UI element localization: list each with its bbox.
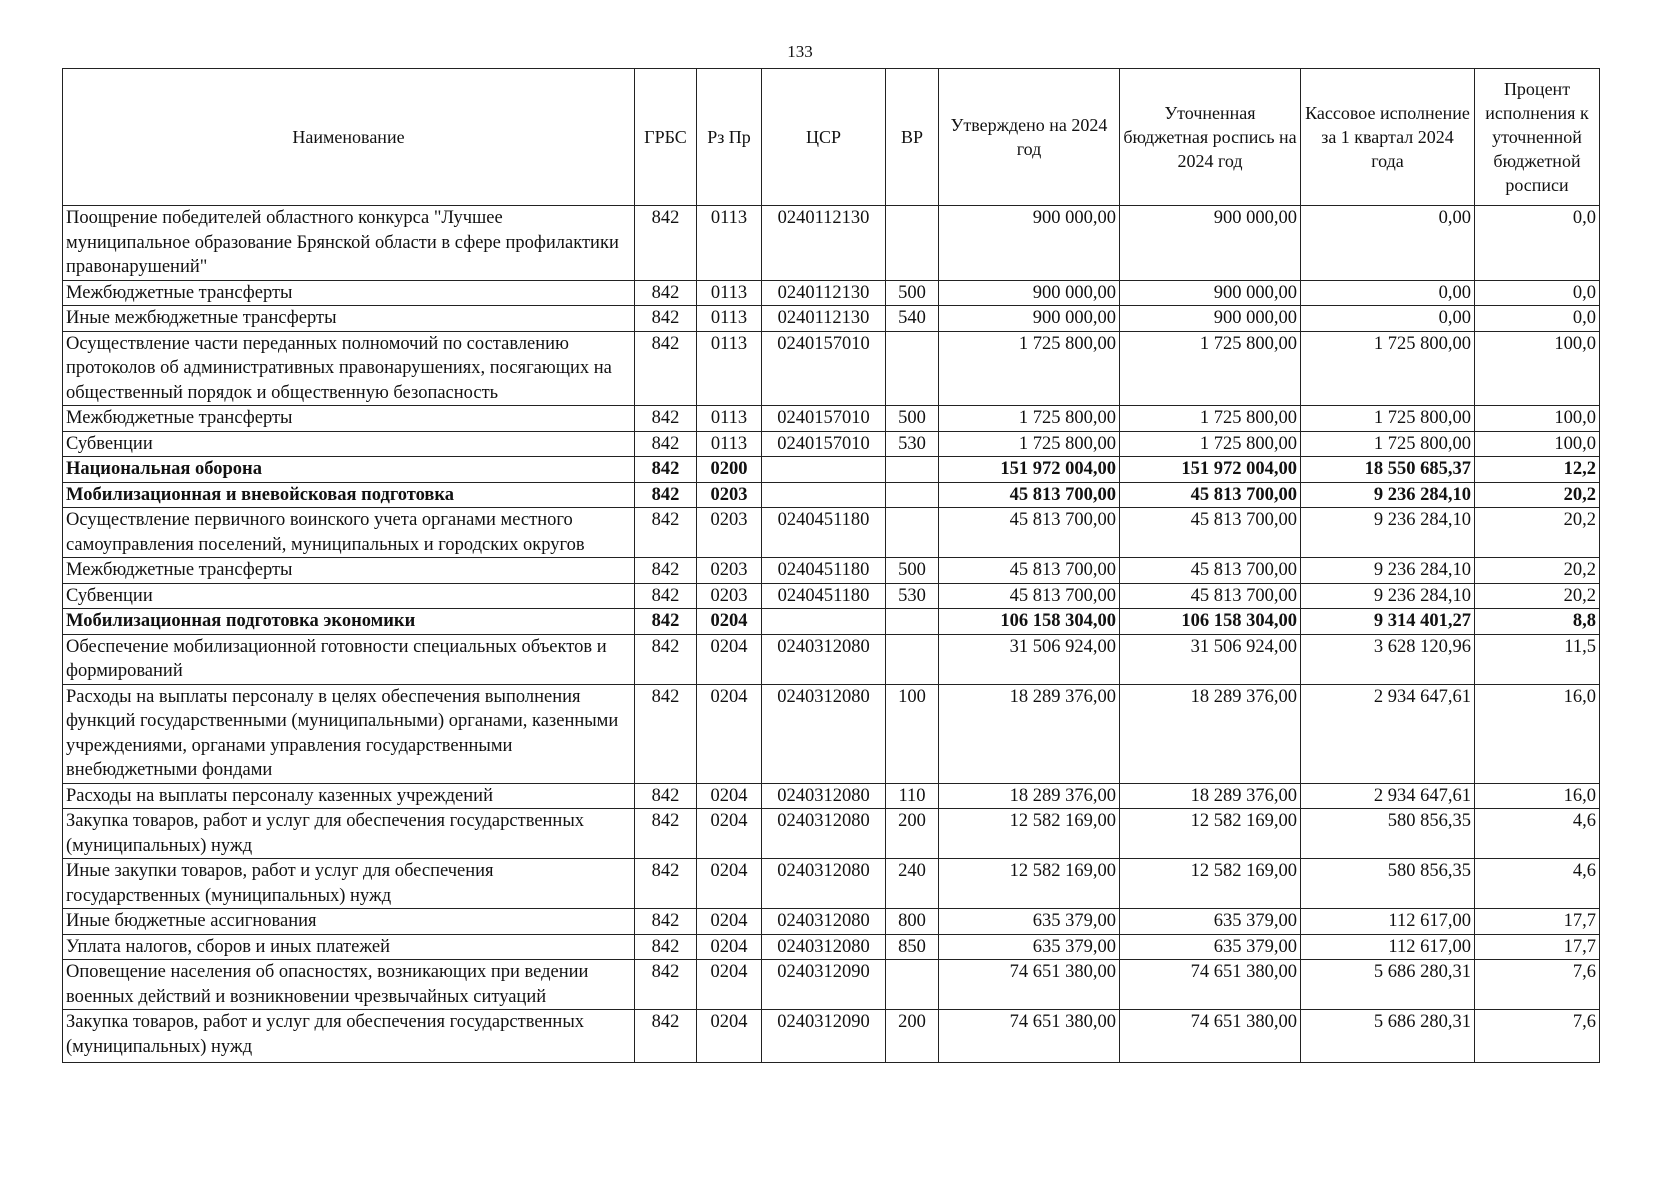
header-csr: ЦСР xyxy=(762,69,886,206)
cell-rzpr: 0113 xyxy=(697,331,762,406)
cell-percent: 4,6 xyxy=(1475,859,1600,909)
table-row xyxy=(63,558,1600,584)
cell-name: Иные бюджетные ассигнования xyxy=(63,909,635,935)
cell-name: Межбюджетные трансферты xyxy=(63,406,635,432)
cell-grbs: 842 xyxy=(635,306,697,332)
cell-csr: 0240312080 xyxy=(762,909,886,935)
cell-csr: 0240312090 xyxy=(762,1010,886,1063)
cell-vr xyxy=(886,609,939,635)
cell-vr xyxy=(886,206,939,281)
cell-percent: 20,2 xyxy=(1475,482,1600,508)
header-cash: Кассовое исполнение за 1 квартал 2024 года xyxy=(1301,69,1475,206)
cell-percent: 0,0 xyxy=(1475,206,1600,281)
cell-grbs: 842 xyxy=(635,583,697,609)
cell-grbs: 842 xyxy=(635,406,697,432)
table-row xyxy=(63,859,1600,909)
cell-rzpr: 0204 xyxy=(697,934,762,960)
cell-approved: 12 582 169,00 xyxy=(939,859,1120,909)
cell-cash: 1 725 800,00 xyxy=(1301,406,1475,432)
cell-approved: 31 506 924,00 xyxy=(939,634,1120,684)
cell-vr: 100 xyxy=(886,684,939,783)
cell-percent: 4,6 xyxy=(1475,809,1600,859)
cell-rzpr: 0204 xyxy=(697,859,762,909)
cell-refined: 151 972 004,00 xyxy=(1120,457,1301,483)
cell-refined: 18 289 376,00 xyxy=(1120,684,1301,783)
cell-refined: 45 813 700,00 xyxy=(1120,482,1301,508)
cell-name: Мобилизационная подготовка экономики xyxy=(63,609,635,635)
cell-refined: 106 158 304,00 xyxy=(1120,609,1301,635)
page-number: 133 xyxy=(787,42,813,61)
cell-percent: 20,2 xyxy=(1475,558,1600,584)
cell-name: Обеспечение мобилизационной готовности специальных объектов и формирований xyxy=(63,634,635,684)
cell-approved: 12 582 169,00 xyxy=(939,809,1120,859)
cell-approved: 900 000,00 xyxy=(939,280,1120,306)
cell-name: Межбюджетные трансферты xyxy=(63,280,635,306)
cell-cash: 9 236 284,10 xyxy=(1301,482,1475,508)
cell-cash: 112 617,00 xyxy=(1301,909,1475,935)
cell-refined: 45 813 700,00 xyxy=(1120,583,1301,609)
cell-refined: 900 000,00 xyxy=(1120,206,1301,281)
cell-rzpr: 0204 xyxy=(697,684,762,783)
cell-name: Иные межбюджетные трансферты xyxy=(63,306,635,332)
cell-approved: 106 158 304,00 xyxy=(939,609,1120,635)
budget-table xyxy=(62,68,1600,1063)
table-header-row xyxy=(63,69,1600,206)
cell-cash: 0,00 xyxy=(1301,280,1475,306)
cell-grbs: 842 xyxy=(635,909,697,935)
cell-vr: 240 xyxy=(886,859,939,909)
cell-grbs: 842 xyxy=(635,431,697,457)
cell-percent: 16,0 xyxy=(1475,684,1600,783)
table-row xyxy=(63,280,1600,306)
header-rzpr: Рз Пр xyxy=(697,69,762,206)
cell-name: Осуществление первичного воинского учета органами местного самоуправления поселений, муниципальных и городских округов xyxy=(63,508,635,558)
cell-percent: 7,6 xyxy=(1475,960,1600,1010)
cell-percent: 8,8 xyxy=(1475,609,1600,635)
table-row xyxy=(63,406,1600,432)
cell-refined: 1 725 800,00 xyxy=(1120,406,1301,432)
cell-cash: 9 314 401,27 xyxy=(1301,609,1475,635)
cell-name: Поощрение победителей областного конкурса "Лучшее муниципальное образование Брянской области в сфере профилактики правонарушений" xyxy=(63,206,635,281)
cell-refined: 18 289 376,00 xyxy=(1120,783,1301,809)
cell-refined: 31 506 924,00 xyxy=(1120,634,1301,684)
cell-grbs: 842 xyxy=(635,457,697,483)
cell-grbs: 842 xyxy=(635,960,697,1010)
header-grbs: ГРБС xyxy=(635,69,697,206)
cell-approved: 18 289 376,00 xyxy=(939,783,1120,809)
cell-rzpr: 0203 xyxy=(697,583,762,609)
table-row xyxy=(63,482,1600,508)
table-row xyxy=(63,431,1600,457)
cell-vr xyxy=(886,960,939,1010)
cell-name: Межбюджетные трансферты xyxy=(63,558,635,584)
cell-percent: 7,6 xyxy=(1475,1010,1600,1063)
header-vr: ВР xyxy=(886,69,939,206)
cell-percent: 16,0 xyxy=(1475,783,1600,809)
cell-refined: 1 725 800,00 xyxy=(1120,331,1301,406)
cell-csr xyxy=(762,482,886,508)
cell-cash: 2 934 647,61 xyxy=(1301,783,1475,809)
cell-rzpr: 0200 xyxy=(697,457,762,483)
cell-name: Уплата налогов, сборов и иных платежей xyxy=(63,934,635,960)
cell-vr xyxy=(886,331,939,406)
cell-approved: 74 651 380,00 xyxy=(939,1010,1120,1063)
cell-approved: 1 725 800,00 xyxy=(939,406,1120,432)
cell-rzpr: 0204 xyxy=(697,809,762,859)
cell-refined: 900 000,00 xyxy=(1120,280,1301,306)
cell-cash: 9 236 284,10 xyxy=(1301,583,1475,609)
cell-rzpr: 0113 xyxy=(697,206,762,281)
table-row xyxy=(63,783,1600,809)
cell-cash: 5 686 280,31 xyxy=(1301,1010,1475,1063)
cell-vr: 530 xyxy=(886,583,939,609)
cell-grbs: 842 xyxy=(635,859,697,909)
cell-percent: 100,0 xyxy=(1475,406,1600,432)
cell-approved: 45 813 700,00 xyxy=(939,583,1120,609)
cell-rzpr: 0113 xyxy=(697,306,762,332)
cell-grbs: 842 xyxy=(635,280,697,306)
cell-csr: 0240312080 xyxy=(762,634,886,684)
cell-refined: 45 813 700,00 xyxy=(1120,508,1301,558)
cell-cash: 1 725 800,00 xyxy=(1301,431,1475,457)
cell-approved: 18 289 376,00 xyxy=(939,684,1120,783)
cell-refined: 12 582 169,00 xyxy=(1120,809,1301,859)
cell-rzpr: 0203 xyxy=(697,508,762,558)
cell-refined: 74 651 380,00 xyxy=(1120,960,1301,1010)
cell-vr: 200 xyxy=(886,1010,939,1063)
table-row xyxy=(63,960,1600,1010)
cell-vr: 500 xyxy=(886,558,939,584)
cell-csr: 0240312080 xyxy=(762,859,886,909)
cell-csr: 0240112130 xyxy=(762,206,886,281)
cell-cash: 0,00 xyxy=(1301,306,1475,332)
cell-rzpr: 0204 xyxy=(697,783,762,809)
cell-cash: 1 725 800,00 xyxy=(1301,331,1475,406)
cell-grbs: 842 xyxy=(635,558,697,584)
cell-cash: 2 934 647,61 xyxy=(1301,684,1475,783)
cell-csr: 0240112130 xyxy=(762,306,886,332)
cell-grbs: 842 xyxy=(635,206,697,281)
cell-csr: 0240312080 xyxy=(762,934,886,960)
header-approved: Утверждено на 2024 год xyxy=(939,69,1120,206)
cell-percent: 17,7 xyxy=(1475,934,1600,960)
cell-cash: 5 686 280,31 xyxy=(1301,960,1475,1010)
cell-csr: 0240451180 xyxy=(762,508,886,558)
table-row xyxy=(63,457,1600,483)
cell-grbs: 842 xyxy=(635,331,697,406)
table-row xyxy=(63,909,1600,935)
cell-cash: 580 856,35 xyxy=(1301,809,1475,859)
cell-grbs: 842 xyxy=(635,609,697,635)
cell-vr: 500 xyxy=(886,406,939,432)
cell-refined: 635 379,00 xyxy=(1120,934,1301,960)
cell-name: Расходы на выплаты персоналу в целях обеспечения выполнения функций государственными (муниципальными) органами, казенными учреждениями, органами управления государственными внебюджетными фондами xyxy=(63,684,635,783)
cell-csr: 0240157010 xyxy=(762,431,886,457)
cell-approved: 74 651 380,00 xyxy=(939,960,1120,1010)
cell-cash: 9 236 284,10 xyxy=(1301,558,1475,584)
cell-rzpr: 0113 xyxy=(697,280,762,306)
header-percent: Процент исполнения к уточненной бюджетной росписи xyxy=(1475,69,1600,206)
cell-vr: 200 xyxy=(886,809,939,859)
table-row xyxy=(63,206,1600,281)
table-row xyxy=(63,508,1600,558)
cell-percent: 100,0 xyxy=(1475,431,1600,457)
cell-percent: 12,2 xyxy=(1475,457,1600,483)
header-name: Наименование xyxy=(63,69,635,206)
cell-vr xyxy=(886,634,939,684)
cell-rzpr: 0204 xyxy=(697,1010,762,1063)
table-row xyxy=(63,634,1600,684)
cell-cash: 9 236 284,10 xyxy=(1301,508,1475,558)
cell-approved: 45 813 700,00 xyxy=(939,508,1120,558)
cell-grbs: 842 xyxy=(635,508,697,558)
cell-csr: 0240451180 xyxy=(762,583,886,609)
cell-grbs: 842 xyxy=(635,809,697,859)
cell-approved: 635 379,00 xyxy=(939,934,1120,960)
cell-rzpr: 0204 xyxy=(697,960,762,1010)
table-row xyxy=(63,934,1600,960)
table-row xyxy=(63,331,1600,406)
cell-name: Закупка товаров, работ и услуг для обеспечения государственных (муниципальных) нужд xyxy=(63,809,635,859)
cell-csr: 0240112130 xyxy=(762,280,886,306)
cell-rzpr: 0204 xyxy=(697,909,762,935)
cell-rzpr: 0113 xyxy=(697,406,762,432)
cell-refined: 12 582 169,00 xyxy=(1120,859,1301,909)
cell-csr: 0240312080 xyxy=(762,783,886,809)
cell-csr: 0240312090 xyxy=(762,960,886,1010)
table-row xyxy=(63,609,1600,635)
cell-refined: 1 725 800,00 xyxy=(1120,431,1301,457)
cell-cash: 18 550 685,37 xyxy=(1301,457,1475,483)
cell-grbs: 842 xyxy=(635,684,697,783)
cell-rzpr: 0204 xyxy=(697,609,762,635)
cell-rzpr: 0113 xyxy=(697,431,762,457)
cell-approved: 151 972 004,00 xyxy=(939,457,1120,483)
cell-vr: 800 xyxy=(886,909,939,935)
cell-name: Национальная оборона xyxy=(63,457,635,483)
cell-refined: 45 813 700,00 xyxy=(1120,558,1301,584)
cell-grbs: 842 xyxy=(635,783,697,809)
cell-refined: 74 651 380,00 xyxy=(1120,1010,1301,1063)
cell-vr: 850 xyxy=(886,934,939,960)
cell-approved: 900 000,00 xyxy=(939,206,1120,281)
cell-vr xyxy=(886,457,939,483)
cell-name: Оповещение населения об опасностях, возникающих при ведении военных действий и возникновении чрезвычайных ситуаций xyxy=(63,960,635,1010)
cell-rzpr: 0203 xyxy=(697,482,762,508)
cell-approved: 900 000,00 xyxy=(939,306,1120,332)
cell-percent: 20,2 xyxy=(1475,583,1600,609)
header-refined: Уточненная бюджетная роспись на 2024 год xyxy=(1120,69,1301,206)
table-row xyxy=(63,583,1600,609)
cell-csr xyxy=(762,609,886,635)
cell-grbs: 842 xyxy=(635,1010,697,1063)
cell-name: Иные закупки товаров, работ и услуг для обеспечения государственных (муниципальных) нужд xyxy=(63,859,635,909)
cell-vr: 500 xyxy=(886,280,939,306)
table-row xyxy=(63,306,1600,332)
cell-name: Закупка товаров, работ и услуг для обеспечения государственных (муниципальных) нужд xyxy=(63,1010,635,1063)
cell-percent: 100,0 xyxy=(1475,331,1600,406)
cell-vr xyxy=(886,508,939,558)
cell-name: Субвенции xyxy=(63,431,635,457)
cell-vr: 530 xyxy=(886,431,939,457)
cell-grbs: 842 xyxy=(635,934,697,960)
cell-approved: 1 725 800,00 xyxy=(939,431,1120,457)
cell-vr xyxy=(886,482,939,508)
cell-grbs: 842 xyxy=(635,482,697,508)
cell-percent: 0,0 xyxy=(1475,280,1600,306)
cell-cash: 3 628 120,96 xyxy=(1301,634,1475,684)
cell-csr: 0240157010 xyxy=(762,406,886,432)
cell-cash: 112 617,00 xyxy=(1301,934,1475,960)
table-row xyxy=(63,1010,1600,1063)
cell-percent: 17,7 xyxy=(1475,909,1600,935)
cell-vr: 110 xyxy=(886,783,939,809)
cell-approved: 45 813 700,00 xyxy=(939,482,1120,508)
cell-csr: 0240312080 xyxy=(762,684,886,783)
cell-name: Расходы на выплаты персоналу казенных учреждений xyxy=(63,783,635,809)
cell-name: Осуществление части переданных полномочий по составлению протоколов об административных правонарушениях, посягающих на общественный порядок и общественную безопасность xyxy=(63,331,635,406)
cell-csr xyxy=(762,457,886,483)
cell-approved: 1 725 800,00 xyxy=(939,331,1120,406)
cell-percent: 11,5 xyxy=(1475,634,1600,684)
cell-name: Мобилизационная и вневойсковая подготовка xyxy=(63,482,635,508)
cell-refined: 900 000,00 xyxy=(1120,306,1301,332)
cell-rzpr: 0203 xyxy=(697,558,762,584)
cell-grbs: 842 xyxy=(635,634,697,684)
cell-refined: 635 379,00 xyxy=(1120,909,1301,935)
cell-cash: 0,00 xyxy=(1301,206,1475,281)
cell-cash: 580 856,35 xyxy=(1301,859,1475,909)
table-row xyxy=(63,684,1600,783)
cell-csr: 0240312080 xyxy=(762,809,886,859)
cell-vr: 540 xyxy=(886,306,939,332)
cell-name: Субвенции xyxy=(63,583,635,609)
cell-rzpr: 0204 xyxy=(697,634,762,684)
cell-approved: 45 813 700,00 xyxy=(939,558,1120,584)
table-row xyxy=(63,809,1600,859)
cell-percent: 0,0 xyxy=(1475,306,1600,332)
cell-csr: 0240451180 xyxy=(762,558,886,584)
cell-approved: 635 379,00 xyxy=(939,909,1120,935)
cell-percent: 20,2 xyxy=(1475,508,1600,558)
cell-csr: 0240157010 xyxy=(762,331,886,406)
